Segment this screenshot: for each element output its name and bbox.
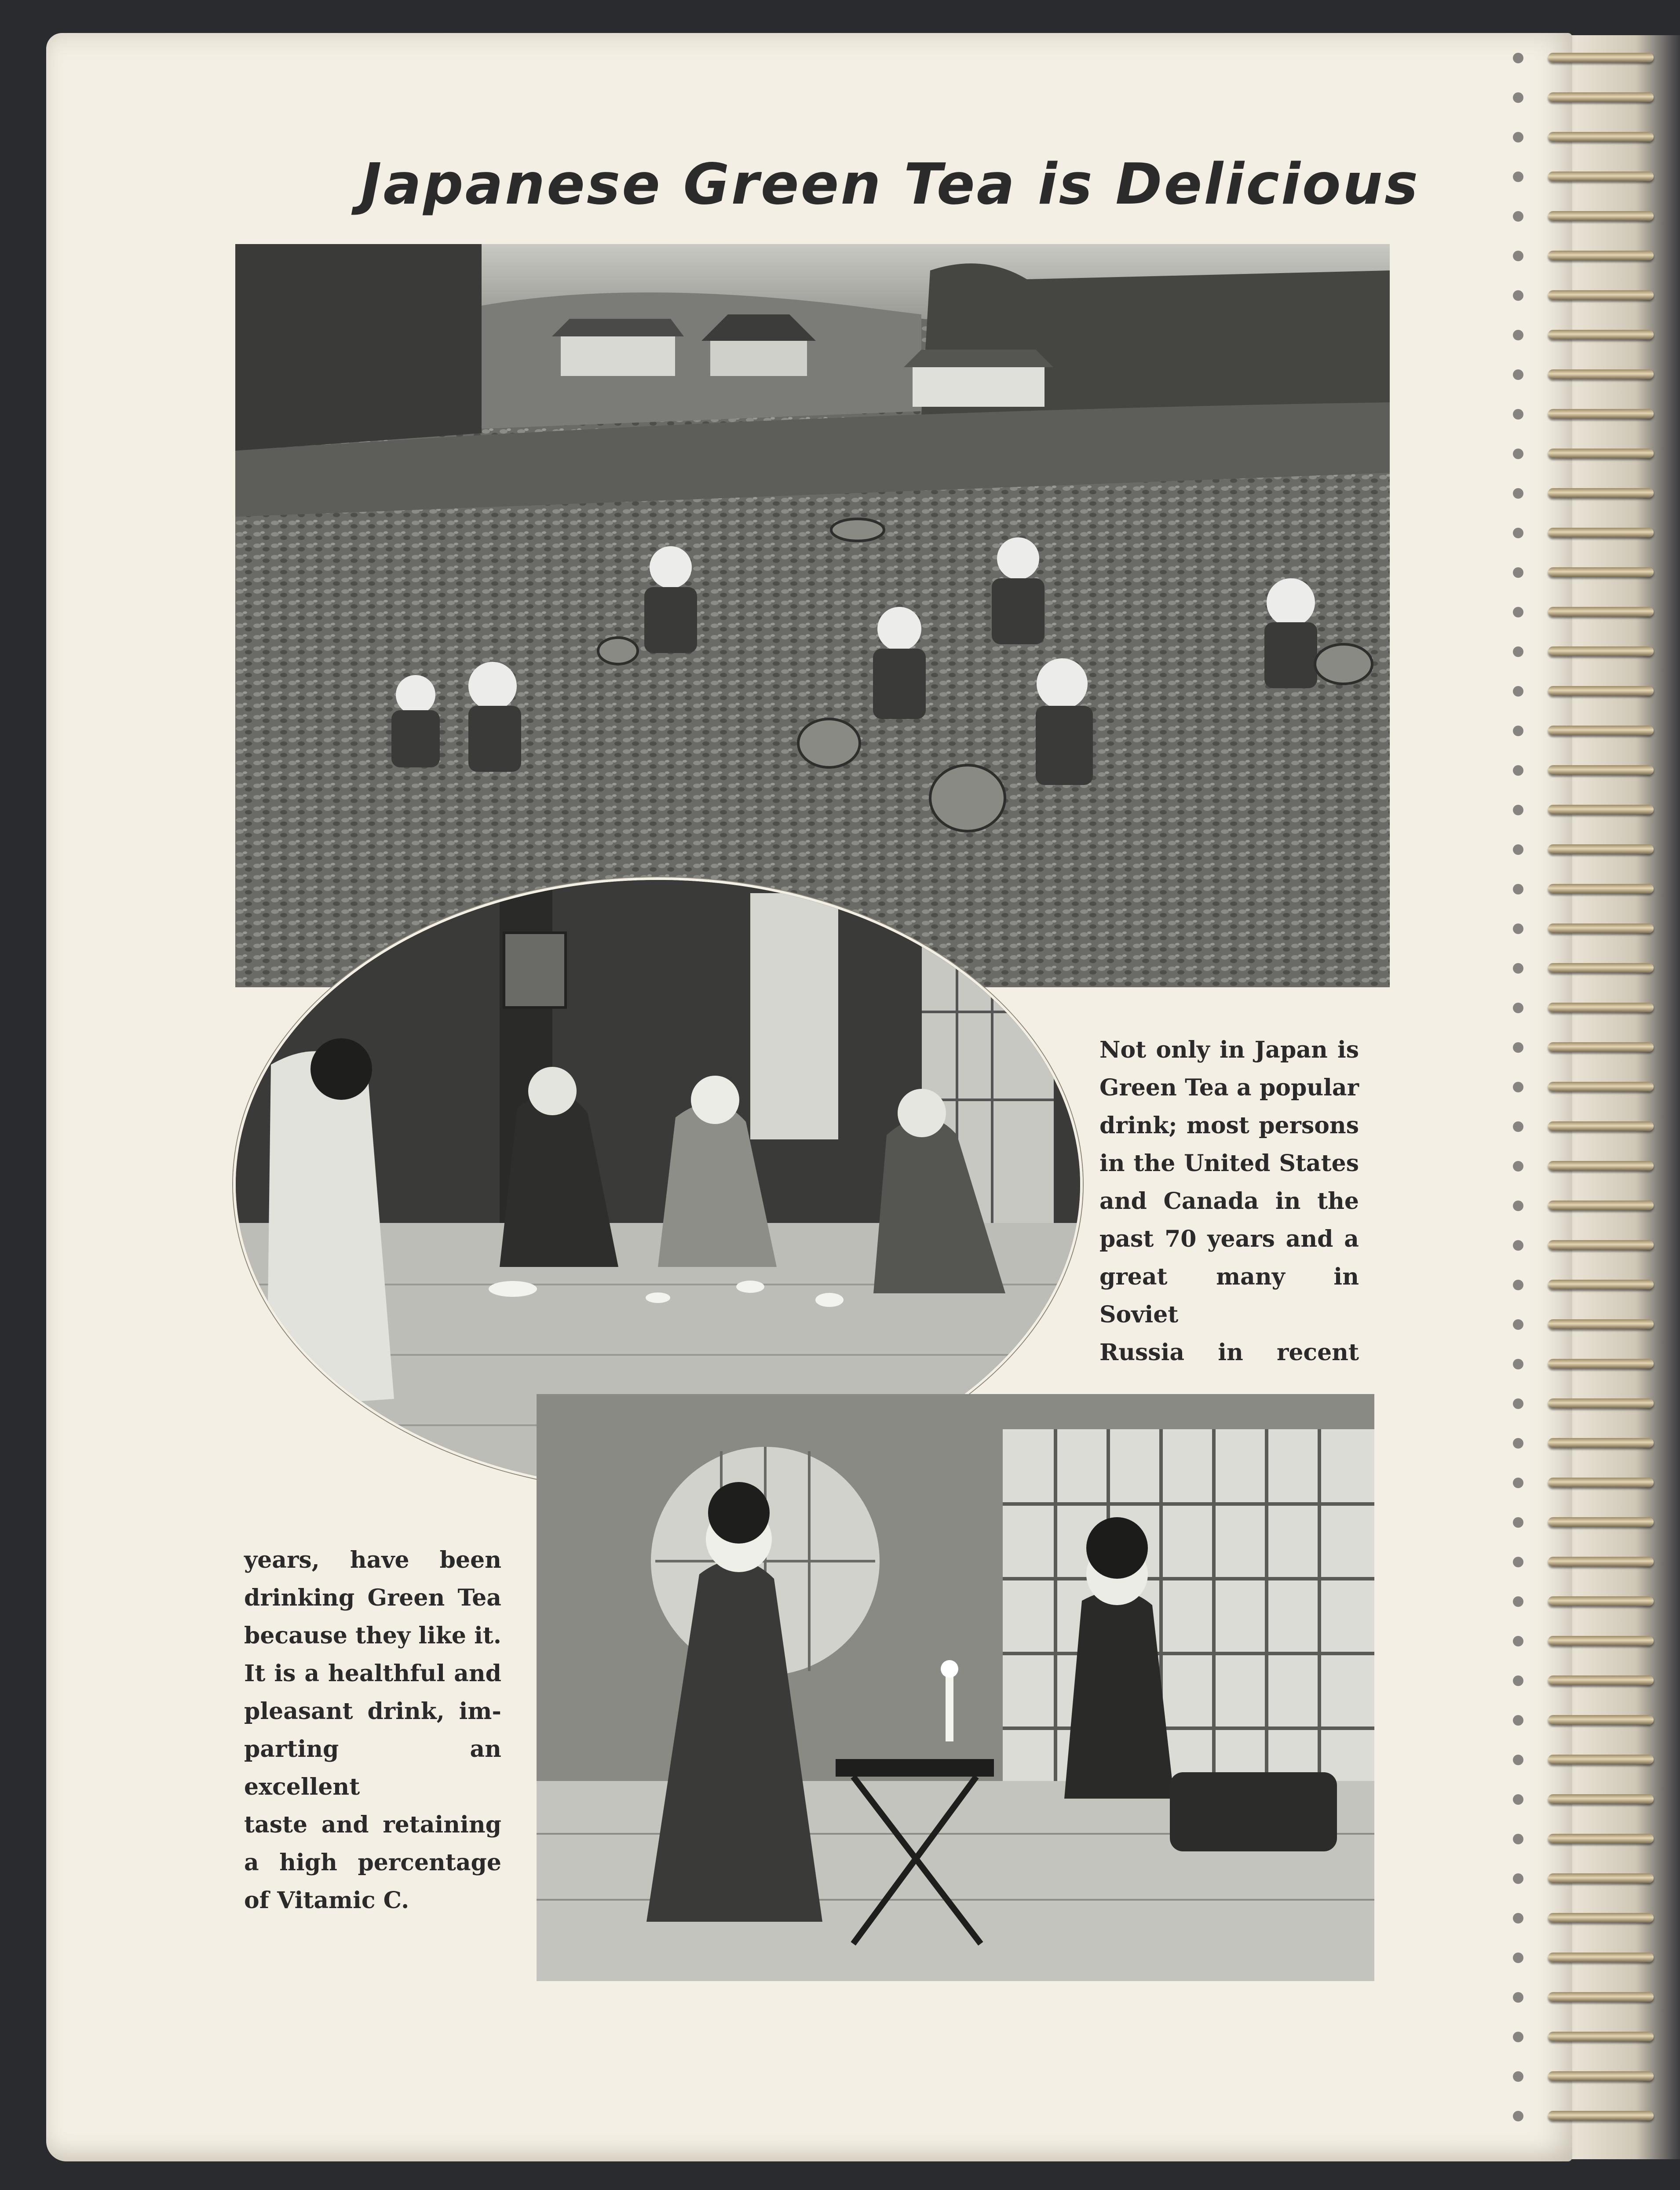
punch-hole (1513, 646, 1523, 657)
text-line: taste and retaining (244, 1811, 501, 1838)
punch-hole (1513, 1834, 1523, 1844)
binding-coil (1548, 1992, 1654, 2002)
binding-coil (1548, 1834, 1654, 1843)
binding-coil (1548, 1675, 1654, 1685)
binding-coil (1548, 1280, 1654, 1289)
punch-hole (1513, 1082, 1523, 1092)
text-line: years, have been (244, 1547, 501, 1573)
binding-coil (1548, 1398, 1654, 1408)
binding-coil (1548, 330, 1654, 339)
punch-hole (1513, 1873, 1523, 1884)
punch-hole (1513, 449, 1523, 459)
binding-coil (1548, 211, 1654, 221)
binding-coil (1548, 290, 1654, 300)
binding-coil (1548, 1953, 1654, 1962)
binding-coil (1548, 1913, 1654, 1923)
punch-hole (1513, 290, 1523, 301)
punch-hole (1513, 1596, 1523, 1607)
binding-coil (1548, 53, 1654, 62)
punch-hole (1513, 1675, 1523, 1686)
binding-coil (1548, 488, 1654, 498)
text-line: drinking Green Tea (244, 1584, 501, 1611)
punch-hole (1513, 844, 1523, 855)
page-title: Japanese Green Tea is Delicious (361, 152, 1420, 217)
binding-coil (1548, 607, 1654, 617)
punch-hole (1513, 1438, 1523, 1449)
text-line: of Vitamic C. (244, 1887, 409, 1914)
binding-coil (1548, 1082, 1654, 1091)
text-line: drink; most persons (1099, 1112, 1359, 1139)
punch-hole (1513, 409, 1523, 420)
binding-coil (1548, 132, 1654, 142)
tea-field-photo (235, 244, 1390, 987)
binding-coil (1548, 1359, 1654, 1369)
text-line: because they like it. (244, 1622, 501, 1649)
punch-hole (1513, 53, 1523, 63)
punch-hole (1513, 923, 1523, 934)
text-line: past 70 years and a (1099, 1226, 1359, 1252)
punch-hole (1513, 1201, 1523, 1211)
punch-hole (1513, 1042, 1523, 1053)
punch-hole (1513, 92, 1523, 103)
punch-hole (1513, 132, 1523, 142)
binding-coil (1548, 884, 1654, 894)
text-line: Not only in Japan is (1099, 1037, 1359, 1063)
punch-hole (1513, 1003, 1523, 1013)
binding-coil (1548, 1042, 1654, 1052)
tea-room-photo (537, 1394, 1374, 1981)
binding-coil (1548, 172, 1654, 181)
binding-coil (1548, 1596, 1654, 1606)
punch-hole (1513, 1794, 1523, 1805)
punch-hole (1513, 963, 1523, 974)
binding-coil (1548, 528, 1654, 537)
binding-coil (1548, 449, 1654, 458)
punch-hole (1513, 1715, 1523, 1726)
text-line: pleasant drink, im- (244, 1698, 501, 1725)
text-line: great many in Soviet (1099, 1263, 1359, 1328)
punch-hole (1513, 528, 1523, 538)
punch-hole (1513, 1557, 1523, 1567)
text-line: in the United States (1099, 1150, 1359, 1177)
binding-coil (1548, 1517, 1654, 1527)
text-line: Green Tea a popular (1099, 1074, 1359, 1101)
punch-hole (1513, 211, 1523, 222)
binding-coil (1548, 726, 1654, 735)
binding-coil (1548, 1873, 1654, 1883)
punch-hole (1513, 1636, 1523, 1646)
spiral-binding (1539, 53, 1671, 2146)
binding-coil (1548, 1438, 1654, 1448)
binding-coil (1548, 1636, 1654, 1646)
binding-coil (1548, 1161, 1654, 1171)
punch-hole (1513, 369, 1523, 380)
punch-hole (1513, 686, 1523, 697)
punch-hole (1513, 1478, 1523, 1488)
punch-hole (1513, 1755, 1523, 1765)
punch-hole (1513, 2032, 1523, 2042)
text-line: It is a healthful and (244, 1660, 501, 1687)
binding-coil (1548, 963, 1654, 973)
binding-coil (1548, 567, 1654, 577)
binding-coil (1548, 1755, 1654, 1764)
punch-hole (1513, 1319, 1523, 1330)
punch-hole (1513, 1953, 1523, 1963)
punch-hole (1513, 172, 1523, 182)
punch-hole (1513, 2071, 1523, 2082)
binding-coil (1548, 2111, 1654, 2121)
binding-coil (1548, 1557, 1654, 1566)
punch-hole (1513, 567, 1523, 578)
binding-coil (1548, 1240, 1654, 1250)
punch-hole (1513, 1240, 1523, 1251)
binding-coil (1548, 765, 1654, 775)
text-line: parting an excellent (244, 1736, 501, 1800)
body-text-block-1 (1099, 1031, 1359, 1372)
punch-hole (1513, 765, 1523, 776)
binding-coil (1548, 646, 1654, 656)
punch-hole (1513, 1121, 1523, 1132)
binding-coil (1548, 923, 1654, 933)
binding-coil (1548, 1121, 1654, 1131)
binding-coil (1548, 2071, 1654, 2081)
punch-hole (1513, 1359, 1523, 1369)
punch-hole (1513, 1992, 1523, 2003)
binding-coil (1548, 369, 1654, 379)
binding-coil (1548, 805, 1654, 814)
binding-coil (1548, 92, 1654, 102)
punch-hole (1513, 2111, 1523, 2121)
body-text-block-2 (244, 1541, 501, 1920)
punch-hole (1513, 805, 1523, 815)
punch-hole (1513, 1161, 1523, 1172)
punch-hole (1513, 1398, 1523, 1409)
binding-coil (1548, 1715, 1654, 1725)
punch-hole (1513, 1913, 1523, 1924)
binding-coil (1548, 1201, 1654, 1210)
punch-hole (1513, 1517, 1523, 1528)
binding-coil (1548, 409, 1654, 419)
binding-coil (1548, 686, 1654, 696)
punch-hole (1513, 1280, 1523, 1290)
text-line: Russia in recent (1099, 1339, 1359, 1366)
punch-hole (1513, 884, 1523, 894)
binding-coil (1548, 844, 1654, 854)
punch-hole (1513, 488, 1523, 499)
binding-coil (1548, 251, 1654, 260)
binding-coil (1548, 1478, 1654, 1487)
binding-coil (1548, 1319, 1654, 1329)
punch-hole (1513, 330, 1523, 340)
text-line: a high percentage (244, 1849, 501, 1876)
punch-hole (1513, 726, 1523, 736)
text-line: and Canada in the (1099, 1188, 1359, 1215)
binding-coil (1548, 2032, 1654, 2041)
binding-coil (1548, 1794, 1654, 1804)
binding-coil (1548, 1003, 1654, 1012)
punch-hole (1513, 251, 1523, 261)
punch-hole (1513, 607, 1523, 617)
